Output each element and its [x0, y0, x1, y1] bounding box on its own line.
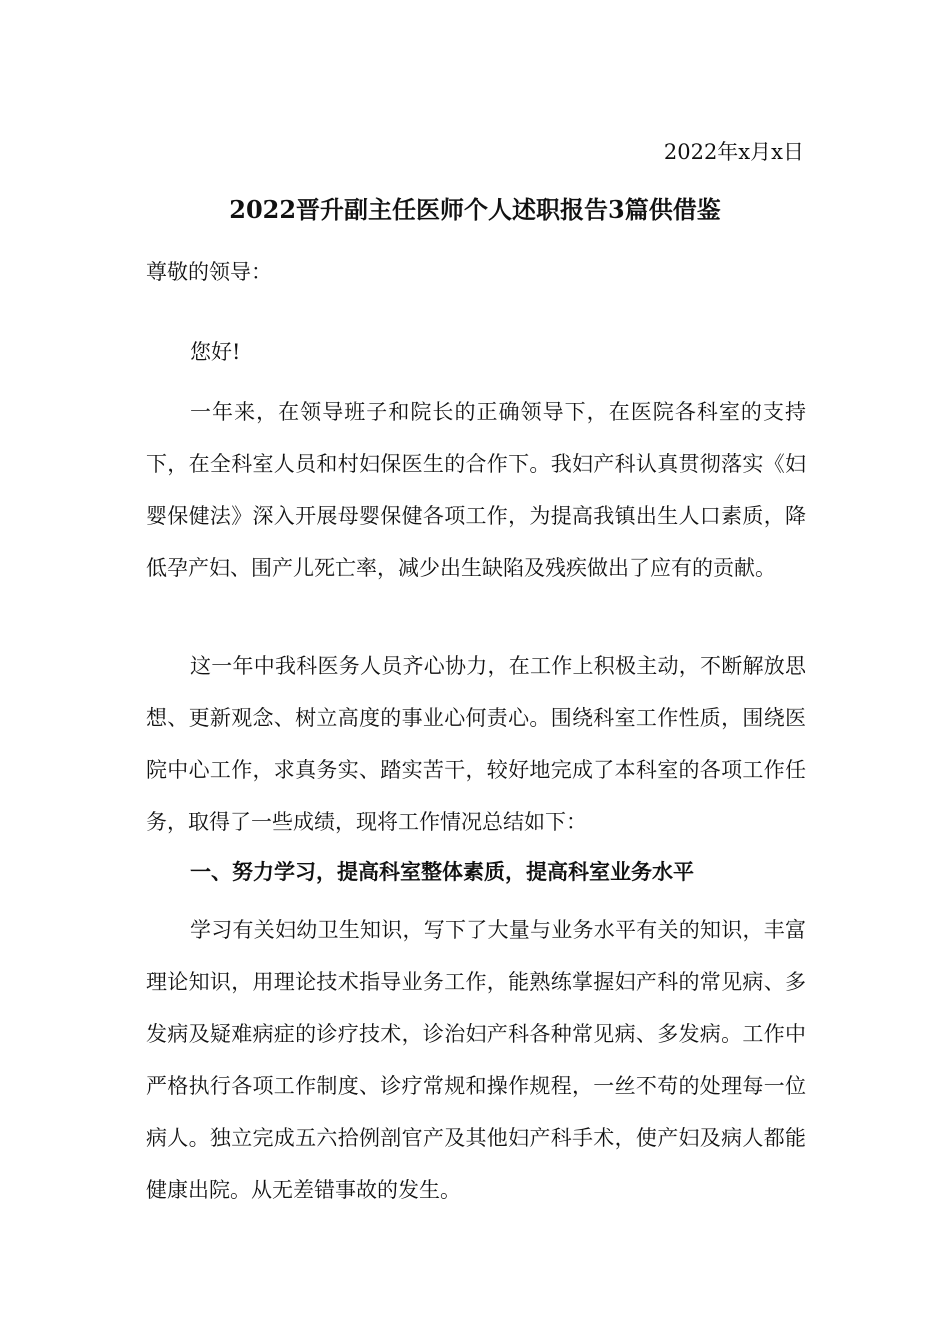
paragraph-3-block [146, 904, 806, 1216]
document-date: 2022年x月x日 [663, 140, 804, 164]
document-title: 2022晋升副主任医师个人述职报告3篇供借鉴 [229, 195, 721, 224]
paragraph: 学习有关妇幼卫生知识，写下了大量与业务水平有关的知识，丰富理论知识，用理论技术指导业务工作，能熟练掌握妇产科的常见病、多发病及疑难病症的诊疗技术，诊治妇产科各种常见病、多发病。工作中严格执行各项工作制度、诊疗常规和操作规程，一丝不苟的处理每一位病人。独立完成五六拾例剖官产及其他妇产科手术，使产妇及病人都能健康出院。从无差错事故的发生。 [146, 918, 806, 1202]
paragraph: 这一年中我科医务人员齐心协力，在工作上积极主动，不断解放思想、更新观念、树立高度的事业心何责心。围绕科室工作性质，围绕医院中心工作，求真务实、踏实苦干，较好地完成了本科室的各项工作任务，取得了一些成绩，现将工作情况总结如下： [146, 654, 806, 834]
paragraph: 一年来，在领导班子和院长的正确领导下，在医院各科室的支持下，在全科室人员和村妇保医生的合作下。我妇产科认真贯彻落实《妇婴保健法》深入开展母婴保健各项工作，为提高我镇出生人口素质，降低孕产妇、围产儿死亡率，减少出生缺陷及残疾做出了应有的贡献。 [146, 400, 806, 580]
paragraph-1-block [146, 386, 806, 594]
section-heading: 一、努力学习，提高科室整体素质，提高科室业务水平 [190, 859, 694, 884]
salutation: 尊敬的领导： [146, 260, 272, 284]
greeting: 您好! [190, 340, 241, 364]
paragraph-2-block [146, 640, 806, 848]
